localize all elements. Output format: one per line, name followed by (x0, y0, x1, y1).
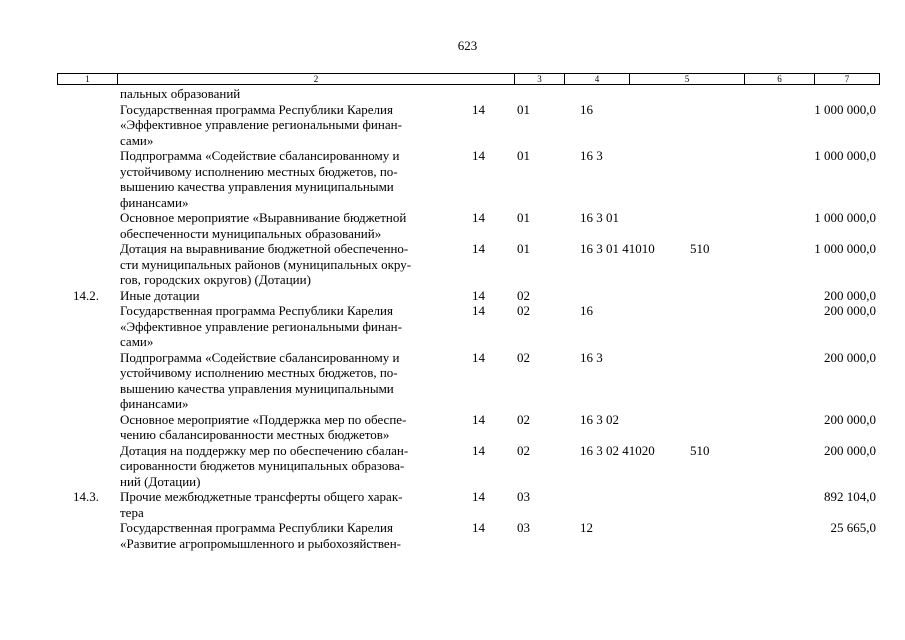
row-name-line: Государственная программа Республики Карелия (120, 303, 393, 318)
header-cell-3: 3 (514, 74, 564, 84)
row-name-line: Подпрограмма «Содействие сбалансированному и (120, 148, 400, 163)
row-amount: 1 000 000,0 (814, 148, 876, 163)
row-name (120, 303, 465, 350)
table-row (0, 350, 905, 412)
row-amount: 1 000 000,0 (814, 210, 876, 225)
row-subsection: 01 (517, 241, 530, 256)
table-row (0, 102, 905, 149)
row-section: 14 (472, 303, 485, 318)
row-target-article: 16 3 01 41010 (580, 241, 655, 256)
row-name-line: Дотация на выравнивание бюджетной обеспеченно- (120, 241, 409, 256)
row-name-line: сами» (120, 132, 154, 148)
row-section: 14 (472, 148, 485, 163)
row-name (120, 102, 465, 149)
table-row (0, 210, 905, 241)
row-name (120, 489, 465, 520)
row-name-line: чению сбалансированности местных бюджетов» (120, 427, 390, 442)
row-name (120, 412, 465, 443)
row-name-line: сами» (120, 334, 154, 349)
row-target-article: 16 3 02 (580, 411, 619, 427)
row-subsection: 02 (517, 442, 530, 458)
row-name-line: финансами» (120, 194, 189, 210)
row-target-article: 16 3 (580, 148, 603, 163)
row-subsection: 02 (517, 411, 530, 427)
row-name-line: Основное мероприятие «Выравнивание бюджетной (120, 210, 407, 225)
table-header (57, 73, 880, 85)
row-name-line: тера (120, 504, 144, 520)
row-amount: 200 000,0 (824, 349, 876, 365)
row-subsection: 03 (517, 520, 530, 535)
row-name-line: Иные дотации (120, 287, 200, 303)
row-name-line: обеспеченности муниципальных образований» (120, 225, 382, 241)
row-amount: 892 104,0 (824, 489, 876, 504)
row-section: 14 (472, 287, 485, 303)
row-amount: 200 000,0 (824, 442, 876, 458)
table-row (0, 241, 905, 288)
row-name-line: сти муниципальных районов (муниципальных окру- (120, 256, 412, 272)
row-section: 14 (472, 101, 485, 117)
header-cell-6: 6 (744, 74, 814, 84)
row-name (120, 350, 465, 412)
row-target-article: 16 3 (580, 349, 603, 365)
header-cell-2: 2 (117, 74, 514, 84)
row-subsection: 03 (517, 489, 530, 504)
row-name (120, 241, 465, 288)
row-subsection: 02 (517, 349, 530, 365)
row-amount: 1 000 000,0 (814, 101, 876, 117)
row-name-line: сированности бюджетов муниципальных образова- (120, 458, 405, 473)
row-section: 14 (472, 241, 485, 256)
row-name-line: вышению качества управления муниципальными (120, 380, 394, 396)
row-name (120, 86, 465, 102)
row-name-line: Основное мероприятие «Поддержка мер по обеспе- (120, 411, 407, 427)
row-amount: 200 000,0 (824, 411, 876, 427)
row-name (120, 148, 465, 210)
header-cell-4: 4 (564, 74, 629, 84)
table-row (0, 489, 905, 520)
row-section: 14 (472, 210, 485, 225)
row-section: 14 (472, 411, 485, 427)
row-amount: 200 000,0 (824, 287, 876, 303)
row-expense-type: 510 (690, 241, 710, 256)
row-name-line: ний (Дотации) (120, 473, 201, 489)
row-section: 14 (472, 442, 485, 458)
row-target-article: 16 (580, 101, 593, 117)
row-subsection: 01 (517, 148, 530, 163)
page-number: 623 (457, 38, 478, 53)
header-cell-7: 7 (814, 74, 879, 84)
row-target-article: 12 (580, 520, 593, 535)
row-name-line: Подпрограмма «Содействие сбалансированному и (120, 349, 400, 365)
row-section: 14 (472, 520, 485, 535)
row-subsection: 01 (517, 210, 530, 225)
row-name-line: «Развитие агропромышленного и рыбохозяйствен- (120, 535, 401, 551)
header-cell-5: 5 (629, 74, 744, 84)
table-row (0, 520, 905, 551)
table-row (0, 288, 905, 304)
row-amount: 1 000 000,0 (814, 241, 876, 256)
row-name-line: устойчивому исполнению местных бюджетов, по- (120, 365, 398, 380)
row-name-line: Дотация на поддержку мер по обеспечению сбалан- (120, 442, 409, 458)
row-amount: 25 665,0 (830, 520, 876, 535)
row-number: 14.3. (73, 489, 99, 504)
row-section: 14 (472, 489, 485, 504)
table-row (0, 86, 905, 102)
row-subsection: 01 (517, 101, 530, 117)
table-body (0, 86, 905, 551)
row-name-line: Государственная программа Республики Карелия (120, 101, 393, 117)
row-name-line: «Эффективное управление региональными финан- (120, 117, 402, 132)
row-name (120, 443, 465, 490)
table-row (0, 443, 905, 490)
row-target-article: 16 (580, 303, 593, 318)
table-row (0, 412, 905, 443)
row-subsection: 02 (517, 287, 530, 303)
row-name-line: гов, городских округов) (Дотации) (120, 272, 311, 287)
row-name-line: устойчивому исполнению местных бюджетов, по- (120, 163, 398, 179)
row-name-line: Государственная программа Республики Карелия (120, 520, 393, 535)
row-expense-type: 510 (690, 442, 710, 458)
row-amount: 200 000,0 (824, 303, 876, 318)
row-name-line: финансами» (120, 396, 189, 411)
row-target-article: 16 3 02 41020 (580, 442, 655, 458)
row-name (120, 288, 465, 304)
row-section: 14 (472, 349, 485, 365)
row-name-line: Прочие межбюджетные трансферты общего харак- (120, 489, 403, 504)
row-name-line: вышению качества управления муниципальными (120, 179, 394, 194)
row-name (120, 210, 465, 241)
row-name (120, 520, 465, 551)
row-number: 14.2. (73, 287, 99, 303)
table-row (0, 148, 905, 210)
row-target-article: 16 3 01 (580, 210, 619, 225)
row-subsection: 02 (517, 303, 530, 318)
row-name-line: «Эффективное управление региональными финан- (120, 318, 402, 334)
row-name-line: пальных образований (120, 86, 241, 101)
header-cell-1: 1 (85, 74, 90, 84)
table-row (0, 303, 905, 350)
